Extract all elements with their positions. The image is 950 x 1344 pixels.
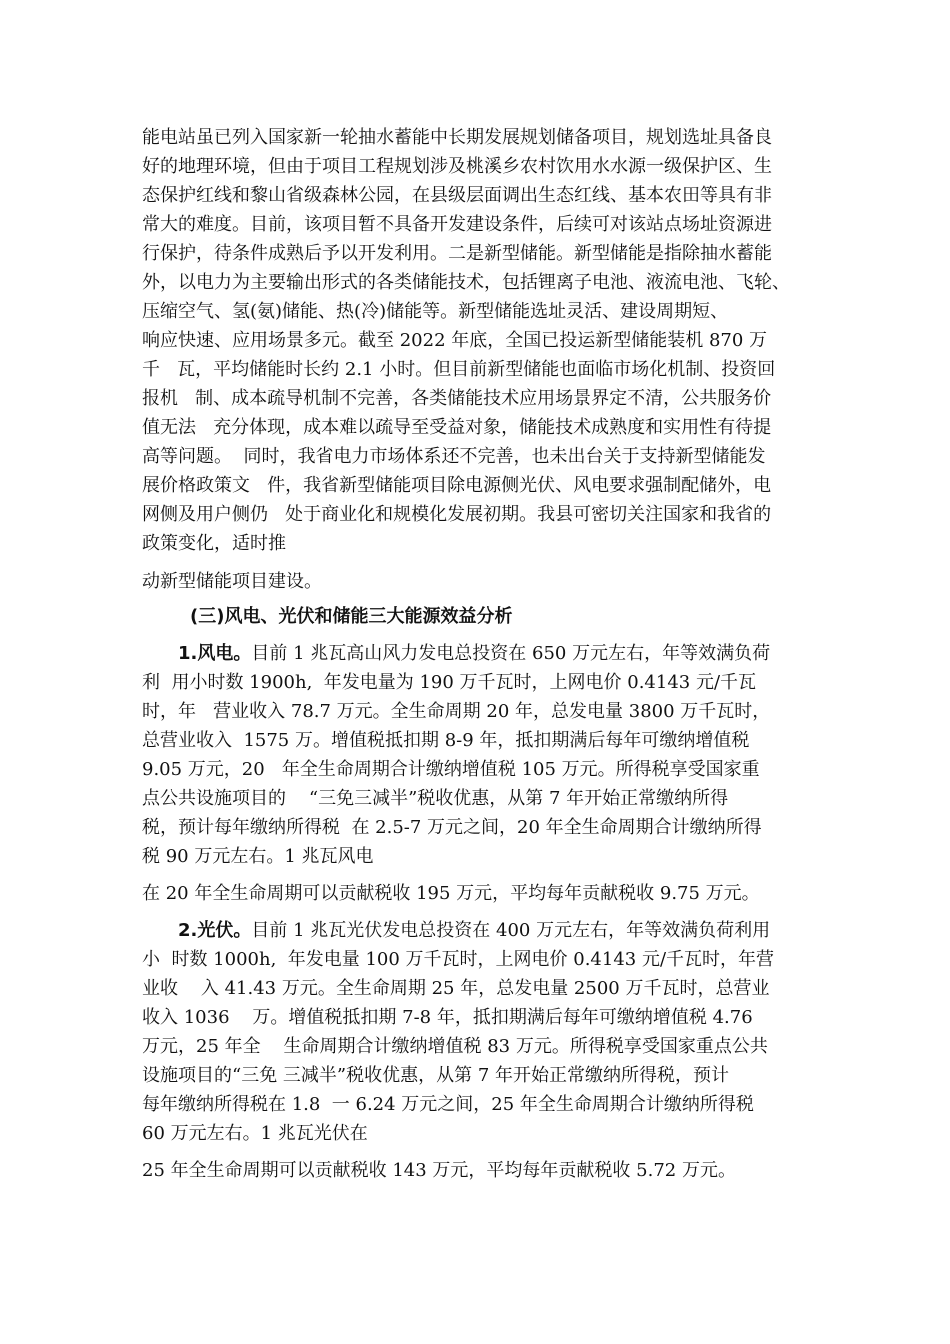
paragraph-line: 压缩空气、氢(氨)储能、热(冷)储能等。新型储能选址灵活、建设周期短、: [142, 301, 729, 322]
paragraph-line: 能电站虽已列入国家新一轮抽水蓄能中长期发展规划储备项目，规划选址具备良: [142, 127, 772, 148]
paragraph-line: 每年缴纳所得税在 1.8 一 6.24 万元之间，25 年全生命周期合计缴纳所得税: [142, 1094, 754, 1115]
paragraph-line: 税 90 万元左右。1 兆瓦风电: [142, 846, 374, 867]
solar-first-line-text: 目前 1 兆瓦光伏发电总投资在 400 万元左右，年等效满负荷利用: [251, 920, 771, 941]
paragraph-line: 总营业收入 1575 万。增值税抵扣期 8-9 年，抵扣期满后每年可缴纳增值税: [142, 730, 750, 751]
paragraph-line: 设施项目的“三免 三减半”税收优惠，从第 7 年开始正常缴纳所得税，预计: [142, 1065, 730, 1086]
paragraph-line: 行保护，待条件成熟后予以开发利用。二是新型储能。新型储能是指除抽水蓄能: [142, 243, 772, 264]
paragraph-line: 外，以电力为主要输出形式的各类储能技术，包括锂离子电池、液流电池、飞轮、: [142, 272, 790, 293]
paragraph-line: 25 年全生命周期可以贡献税收 143 万元，平均每年贡献税收 5.72 万元。: [142, 1160, 736, 1181]
solar-title: 2.光伏。: [178, 920, 252, 941]
paragraph-line: 千 瓦，平均储能时长约 2.1 小时。但目前新型储能也面临市场化机制、投资回: [142, 359, 776, 380]
paragraph-line: 点公共设施项目的 “三免三减半”税收优惠，从第 7 年开始正常缴纳所得: [142, 788, 729, 809]
paragraph-line: 态保护红线和黎山省级森林公园，在县级层面调出生态红线、基本农田等具有非: [142, 185, 772, 206]
solar-first-line: [178, 919, 770, 943]
paragraph-line: 60 万元左右。1 兆瓦光伏在: [142, 1123, 368, 1144]
paragraph-line: 展价格政策文 件，我省新型储能项目除电源侧光伏、风电要求强制配储外，电: [142, 475, 772, 496]
paragraph-line: 常大的难度。目前，该项目暂不具备开发建设条件，后续可对该站点场址资源进: [142, 214, 772, 235]
paragraph-line: 高等问题。 同时，我省电力市场体系还不完善，也未出台关于支持新型储能发: [142, 446, 766, 467]
paragraph-line: 9.05 万元，20 年全生命周期合计缴纳增值税 105 万元。所得税享受国家重: [142, 759, 760, 780]
paragraph-line: 动新型储能项目建设。: [142, 571, 322, 592]
wind-first-line-text: 目前 1 兆瓦高山风力发电总投资在 650 万元左右，年等效满负荷: [251, 643, 771, 664]
paragraph-line: 政策变化，适时推: [142, 533, 286, 554]
paragraph-line: 报机 制、成本疏导机制不完善，各类储能技术应用场景界定不清，公共服务价: [142, 388, 772, 409]
section-heading: (三)风电、光伏和储能三大能源效益分析: [190, 606, 513, 627]
paragraph-line: 时，年 营业收入 78.7 万元。全生命周期 20 年，总发电量 3800 万千瓦时，: [142, 701, 771, 722]
paragraph-line: 值无法 充分体现，成本难以疏导至受益对象，储能技术成熟度和实用性有待提: [142, 417, 772, 438]
paragraph-line: 响应快速、应用场景多元。截至 2022 年底，全国已投运新型储能装机 870 万: [142, 330, 768, 351]
paragraph-line: 税，预计每年缴纳所得税 在 2.5-7 万元之间，20 年全生命周期合计缴纳所得: [142, 817, 762, 838]
paragraph-line: 业收 入 41.43 万元。全生命周期 25 年，总发电量 2500 万千瓦时，总营业: [142, 978, 770, 999]
wind-title: 1.风电。: [178, 643, 252, 664]
paragraph-line: 小 时数 1000h, 年发电量 100 万千瓦时，上网电价 0.4143 元/千瓦时，年营: [142, 949, 775, 970]
paragraph-line: 网侧及用户侧仍 处于商业化和规模化发展初期。我县可密切关注国家和我省的: [142, 504, 772, 525]
wind-first-line: [178, 642, 770, 666]
paragraph-line: 万元，25 年全 生命周期合计缴纳增值税 83 万元。所得税享受国家重点公共: [142, 1036, 768, 1057]
paragraph-line: 收入 1036 万。增值税抵扣期 7-8 年，抵扣期满后每年可缴纳增值税 4.76: [142, 1007, 753, 1028]
paragraph-line: 好的地理环境，但由于项目工程规划涉及桃溪乡农村饮用水水源一级保护区、生: [142, 156, 772, 177]
paragraph-line: 利 用小时数 1900h, 年发电量为 190 万千瓦时，上网电价 0.4143 元/千瓦: [142, 672, 757, 693]
paragraph-line: 在 20 年全生命周期可以贡献税收 195 万元，平均每年贡献税收 9.75 万元。: [142, 883, 760, 904]
